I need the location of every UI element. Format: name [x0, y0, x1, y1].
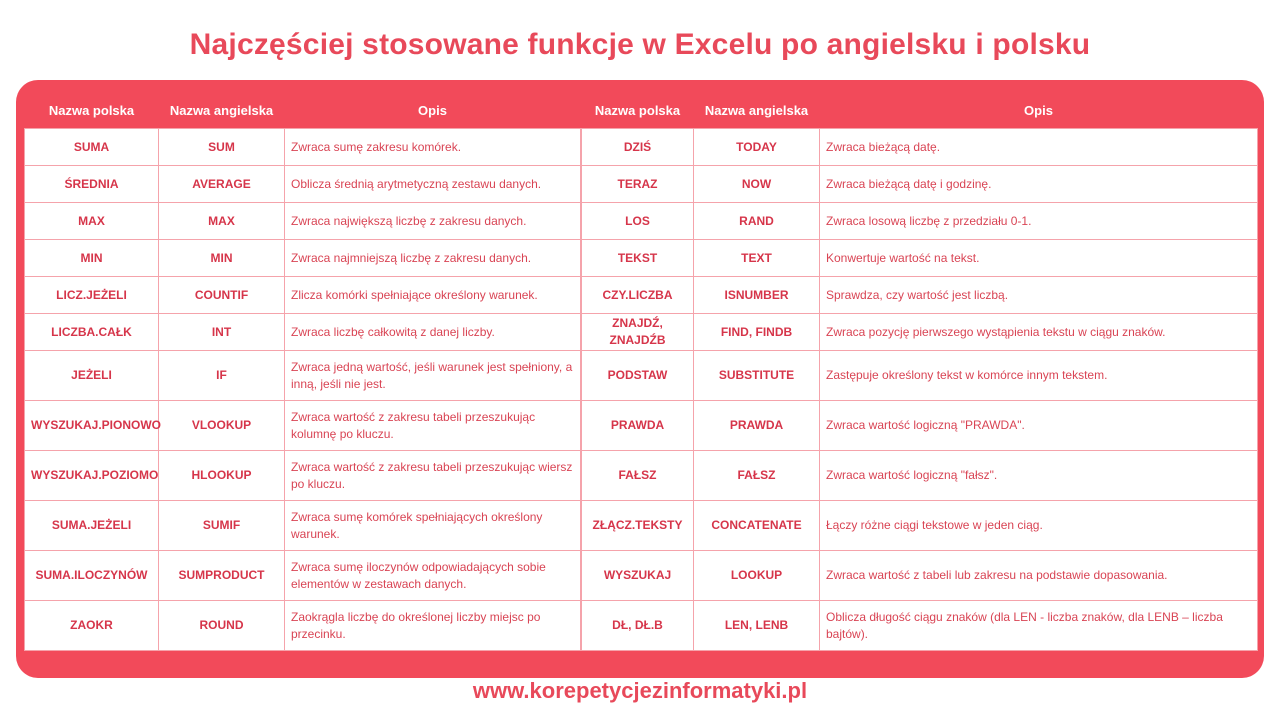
table-row: [582, 551, 1258, 601]
function-polish-name: SUMA.JEŻELI: [25, 501, 159, 551]
page-title: Najczęściej stosowane funkcje w Excelu po angielsku i polsku: [189, 28, 1091, 61]
table-row: [25, 166, 581, 203]
right-functions-table: [581, 92, 1258, 651]
table-row: [25, 203, 581, 240]
left-functions-table: [24, 92, 581, 651]
function-description: Zwraca wartość logiczną "PRAWDA".: [820, 401, 1258, 451]
function-polish-name: CZY.LICZBA: [582, 277, 694, 314]
function-description: Zwraca największą liczbę z zakresu danych.: [285, 203, 581, 240]
function-description: Zaokrągla liczbę do określonej liczby miejsc po przecinku.: [285, 601, 581, 651]
table-row: [25, 451, 581, 501]
function-description: Zwraca sumę iloczynów odpowiadających sobie elementów w zestawach danych.: [285, 551, 581, 601]
table-row: [582, 314, 1258, 351]
function-description: Zwraca wartość z zakresu tabeli przeszukując wiersz po kluczu.: [285, 451, 581, 501]
function-description: Łączy różne ciągi tekstowe w jeden ciąg.: [820, 501, 1258, 551]
header-polish-name: Nazwa polska: [25, 92, 159, 129]
function-english-name: PRAWDA: [694, 401, 820, 451]
function-english-name: VLOOKUP: [159, 401, 285, 451]
footer-url: www.korepetycjezinformatyki.pl: [472, 678, 808, 703]
function-english-name: FAŁSZ: [694, 451, 820, 501]
function-english-name: SUMPRODUCT: [159, 551, 285, 601]
table-row: [582, 240, 1258, 277]
table-row: [582, 601, 1258, 651]
function-description: Zwraca sumę zakresu komórek.: [285, 129, 581, 166]
functions-tables: [24, 92, 1256, 651]
function-polish-name: MAX: [25, 203, 159, 240]
function-english-name: MAX: [159, 203, 285, 240]
function-polish-name: FAŁSZ: [582, 451, 694, 501]
function-english-name: INT: [159, 314, 285, 351]
function-description: Oblicza długość ciągu znaków (dla LEN - liczba znaków, dla LENB – liczba bajtów).: [820, 601, 1258, 651]
function-description: Zwraca wartość z zakresu tabeli przeszukując kolumnę po kluczu.: [285, 401, 581, 451]
header-english-name: Nazwa angielska: [694, 92, 820, 129]
function-polish-name: LOS: [582, 203, 694, 240]
function-polish-name: PODSTAW: [582, 351, 694, 401]
function-description: Zastępuje określony tekst w komórce innym tekstem.: [820, 351, 1258, 401]
function-english-name: LOOKUP: [694, 551, 820, 601]
function-description: Zwraca wartość logiczną "fałsz".: [820, 451, 1258, 501]
function-polish-name: WYSZUKAJ.PIONOWO: [25, 401, 159, 451]
function-polish-name: DŁ, DŁ.B: [582, 601, 694, 651]
header-english-name: Nazwa angielska: [159, 92, 285, 129]
function-description: Zwraca losową liczbę z przedziału 0-1.: [820, 203, 1258, 240]
header-polish-name: Nazwa polska: [582, 92, 694, 129]
table-row: [25, 240, 581, 277]
function-description: Sprawdza, czy wartość jest liczbą.: [820, 277, 1258, 314]
function-english-name: TEXT: [694, 240, 820, 277]
function-english-name: SUMIF: [159, 501, 285, 551]
function-english-name: IF: [159, 351, 285, 401]
function-polish-name: LICZ.JEŻELI: [25, 277, 159, 314]
function-english-name: NOW: [694, 166, 820, 203]
function-polish-name: ZŁĄCZ.TEKSTY: [582, 501, 694, 551]
table-row: [25, 314, 581, 351]
table-row: [25, 551, 581, 601]
table-row: [25, 501, 581, 551]
function-polish-name: MIN: [25, 240, 159, 277]
function-english-name: SUM: [159, 129, 285, 166]
function-description: Konwertuje wartość na tekst.: [820, 240, 1258, 277]
function-english-name: RAND: [694, 203, 820, 240]
function-description: Zwraca pozycję pierwszego wystąpienia tekstu w ciągu znaków.: [820, 314, 1258, 351]
table-row: [25, 601, 581, 651]
function-polish-name: JEŻELI: [25, 351, 159, 401]
table-row: [25, 129, 581, 166]
function-polish-name: WYSZUKAJ.POZIOMO: [25, 451, 159, 501]
function-description: Zwraca jedną wartość, jeśli warunek jest spełniony, a inną, jeśli nie jest.: [285, 351, 581, 401]
function-description: Zlicza komórki spełniające określony warunek.: [285, 277, 581, 314]
table-row: [582, 401, 1258, 451]
function-polish-name: ŚREDNIA: [25, 166, 159, 203]
function-description: Zwraca liczbę całkowitą z danej liczby.: [285, 314, 581, 351]
function-description: Zwraca wartość z tabeli lub zakresu na podstawie dopasowania.: [820, 551, 1258, 601]
function-description: Zwraca najmniejszą liczbę z zakresu danych.: [285, 240, 581, 277]
function-polish-name: SUMA: [25, 129, 159, 166]
function-english-name: MIN: [159, 240, 285, 277]
table-row: [582, 501, 1258, 551]
table-row: [582, 351, 1258, 401]
function-english-name: FIND, FINDB: [694, 314, 820, 351]
function-english-name: LEN, LENB: [694, 601, 820, 651]
function-polish-name: ZAOKR: [25, 601, 159, 651]
function-description: Oblicza średnią arytmetyczną zestawu danych.: [285, 166, 581, 203]
function-polish-name: LICZBA.CAŁK: [25, 314, 159, 351]
function-polish-name: TERAZ: [582, 166, 694, 203]
table-row: [25, 401, 581, 451]
table-row: [582, 451, 1258, 501]
table-row: [582, 203, 1258, 240]
function-english-name: SUBSTITUTE: [694, 351, 820, 401]
function-english-name: ROUND: [159, 601, 285, 651]
function-english-name: COUNTIF: [159, 277, 285, 314]
function-polish-name: ZNAJDŹ, ZNAJDŹB: [582, 314, 694, 351]
header-description: Opis: [285, 92, 581, 129]
function-english-name: CONCATENATE: [694, 501, 820, 551]
function-polish-name: PRAWDA: [582, 401, 694, 451]
table-row: [25, 277, 581, 314]
table-row: [582, 129, 1258, 166]
function-english-name: AVERAGE: [159, 166, 285, 203]
table-row: [25, 351, 581, 401]
function-polish-name: WYSZUKAJ: [582, 551, 694, 601]
function-english-name: ISNUMBER: [694, 277, 820, 314]
function-polish-name: DZIŚ: [582, 129, 694, 166]
header-description: Opis: [820, 92, 1258, 129]
function-description: Zwraca bieżącą datę.: [820, 129, 1258, 166]
table-row: [582, 166, 1258, 203]
function-english-name: TODAY: [694, 129, 820, 166]
function-description: Zwraca bieżącą datę i godzinę.: [820, 166, 1258, 203]
function-polish-name: SUMA.ILOCZYNÓW: [25, 551, 159, 601]
function-polish-name: TEKST: [582, 240, 694, 277]
function-english-name: HLOOKUP: [159, 451, 285, 501]
table-row: [582, 277, 1258, 314]
function-description: Zwraca sumę komórek spełniających określony warunek.: [285, 501, 581, 551]
